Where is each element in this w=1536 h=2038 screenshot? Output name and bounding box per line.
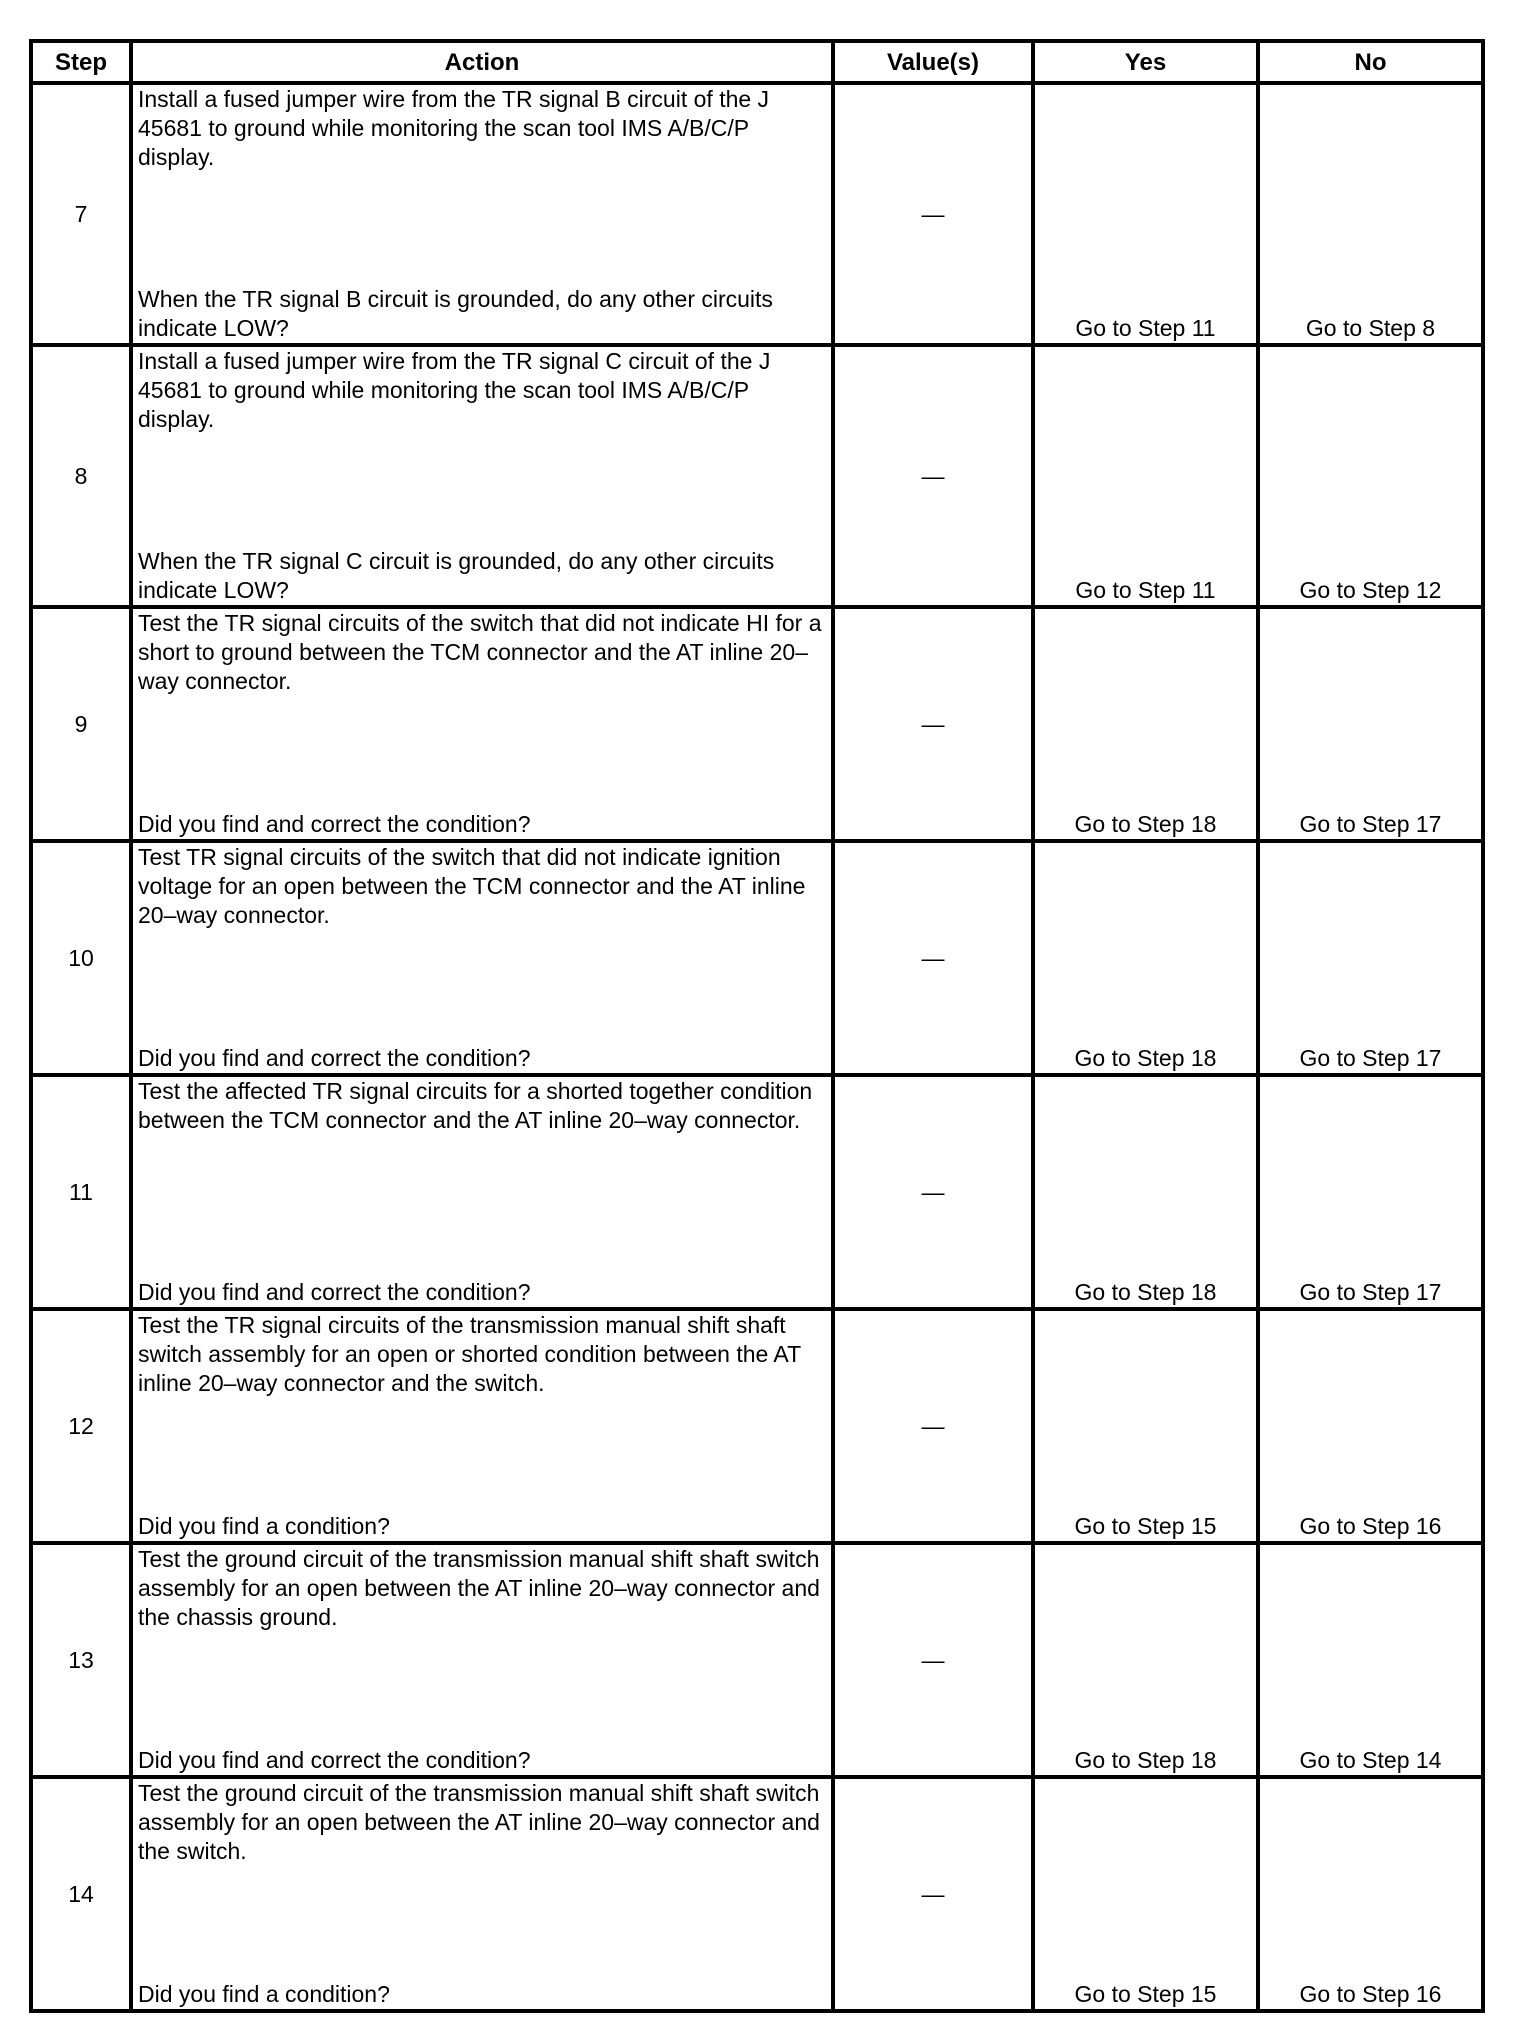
action-question: Did you find and correct the condition? bbox=[138, 1279, 531, 1305]
no-cell: Go to Step 16 bbox=[1258, 1309, 1483, 1543]
value-cell: — bbox=[833, 841, 1033, 1075]
yes-cell: Go to Step 11 bbox=[1033, 345, 1258, 607]
action-instruction: Test TR signal circuits of the switch that did not indicate ignition voltage for an open between the TCM connector and the AT inline 20–way connector. bbox=[138, 844, 806, 928]
step-number: 14 bbox=[31, 1777, 131, 2011]
action-instruction: Test the TR signal circuits of the switch that did not indicate HI for a short to ground between the TCM connector and the AT inline 20–way connector. bbox=[138, 610, 822, 694]
table-row bbox=[31, 83, 1483, 345]
action-cell bbox=[131, 607, 833, 841]
action-question: Did you find and correct the condition? bbox=[138, 1747, 531, 1773]
step-number: 8 bbox=[31, 345, 131, 607]
action-instruction: Test the ground circuit of the transmission manual shift shaft switch assembly for an open between the AT inline 20–way connector and the chassis ground. bbox=[138, 1546, 820, 1630]
value-cell: — bbox=[833, 345, 1033, 607]
header-action: Action bbox=[131, 41, 833, 83]
no-cell: Go to Step 14 bbox=[1258, 1543, 1483, 1777]
action-instruction: Install a fused jumper wire from the TR signal B circuit of the J 45681 to ground while monitoring the scan tool IMS A/B/C/P display. bbox=[138, 86, 770, 170]
step-number: 9 bbox=[31, 607, 131, 841]
action-question: Did you find a condition? bbox=[138, 1981, 390, 2007]
action-cell bbox=[131, 345, 833, 607]
step-number: 11 bbox=[31, 1075, 131, 1309]
no-cell: Go to Step 17 bbox=[1258, 607, 1483, 841]
table-row bbox=[31, 345, 1483, 607]
step-number: 12 bbox=[31, 1309, 131, 1543]
action-question: Did you find and correct the condition? bbox=[138, 1045, 531, 1071]
no-cell: Go to Step 12 bbox=[1258, 345, 1483, 607]
table-row bbox=[31, 841, 1483, 1075]
yes-cell: Go to Step 15 bbox=[1033, 1777, 1258, 2011]
header-yes: Yes bbox=[1033, 41, 1258, 83]
action-question: Did you find a condition? bbox=[138, 1513, 390, 1539]
action-cell bbox=[131, 841, 833, 1075]
value-cell: — bbox=[833, 607, 1033, 841]
action-cell bbox=[131, 83, 833, 345]
header-values: Value(s) bbox=[833, 41, 1033, 83]
table-row bbox=[31, 607, 1483, 841]
step-number: 10 bbox=[31, 841, 131, 1075]
value-cell: — bbox=[833, 1543, 1033, 1777]
table-row bbox=[31, 1777, 1483, 2011]
table-row bbox=[31, 1075, 1483, 1309]
table-row bbox=[31, 1543, 1483, 1777]
action-cell bbox=[131, 1543, 833, 1777]
header-row bbox=[31, 41, 1483, 83]
step-number: 7 bbox=[31, 83, 131, 345]
value-cell: — bbox=[833, 83, 1033, 345]
value-cell: — bbox=[833, 1309, 1033, 1543]
yes-cell: Go to Step 18 bbox=[1033, 1543, 1258, 1777]
action-question: When the TR signal B circuit is grounded, do any other circuits indicate LOW? bbox=[138, 286, 773, 341]
yes-cell: Go to Step 15 bbox=[1033, 1309, 1258, 1543]
action-cell bbox=[131, 1075, 833, 1309]
action-instruction: Test the TR signal circuits of the transmission manual shift shaft switch assembly for an open or shorted condition between the AT inline 20–way connector and the switch. bbox=[138, 1312, 801, 1396]
action-instruction: Install a fused jumper wire from the TR signal C circuit of the J 45681 to ground while monitoring the scan tool IMS A/B/C/P display. bbox=[138, 348, 771, 432]
yes-cell: Go to Step 18 bbox=[1033, 1075, 1258, 1309]
action-question: Did you find and correct the condition? bbox=[138, 811, 531, 837]
table-row bbox=[31, 1309, 1483, 1543]
action-question: When the TR signal C circuit is grounded, do any other circuits indicate LOW? bbox=[138, 548, 775, 603]
no-cell: Go to Step 16 bbox=[1258, 1777, 1483, 2011]
yes-cell: Go to Step 18 bbox=[1033, 841, 1258, 1075]
no-cell: Go to Step 17 bbox=[1258, 841, 1483, 1075]
no-cell: Go to Step 8 bbox=[1258, 83, 1483, 345]
diagnostic-steps-table bbox=[29, 39, 1485, 2013]
value-cell: — bbox=[833, 1075, 1033, 1309]
no-cell: Go to Step 17 bbox=[1258, 1075, 1483, 1309]
yes-cell: Go to Step 18 bbox=[1033, 607, 1258, 841]
action-cell bbox=[131, 1777, 833, 2011]
value-cell: — bbox=[833, 1777, 1033, 2011]
step-number: 13 bbox=[31, 1543, 131, 1777]
action-instruction: Test the ground circuit of the transmission manual shift shaft switch assembly for an open between the AT inline 20–way connector and the switch. bbox=[138, 1780, 820, 1864]
action-cell bbox=[131, 1309, 833, 1543]
yes-cell: Go to Step 11 bbox=[1033, 83, 1258, 345]
action-instruction: Test the affected TR signal circuits for a shorted together condition between the TCM connector and the AT inline 20–way connector. bbox=[138, 1078, 813, 1133]
header-no: No bbox=[1258, 41, 1483, 83]
header-step: Step bbox=[31, 41, 131, 83]
